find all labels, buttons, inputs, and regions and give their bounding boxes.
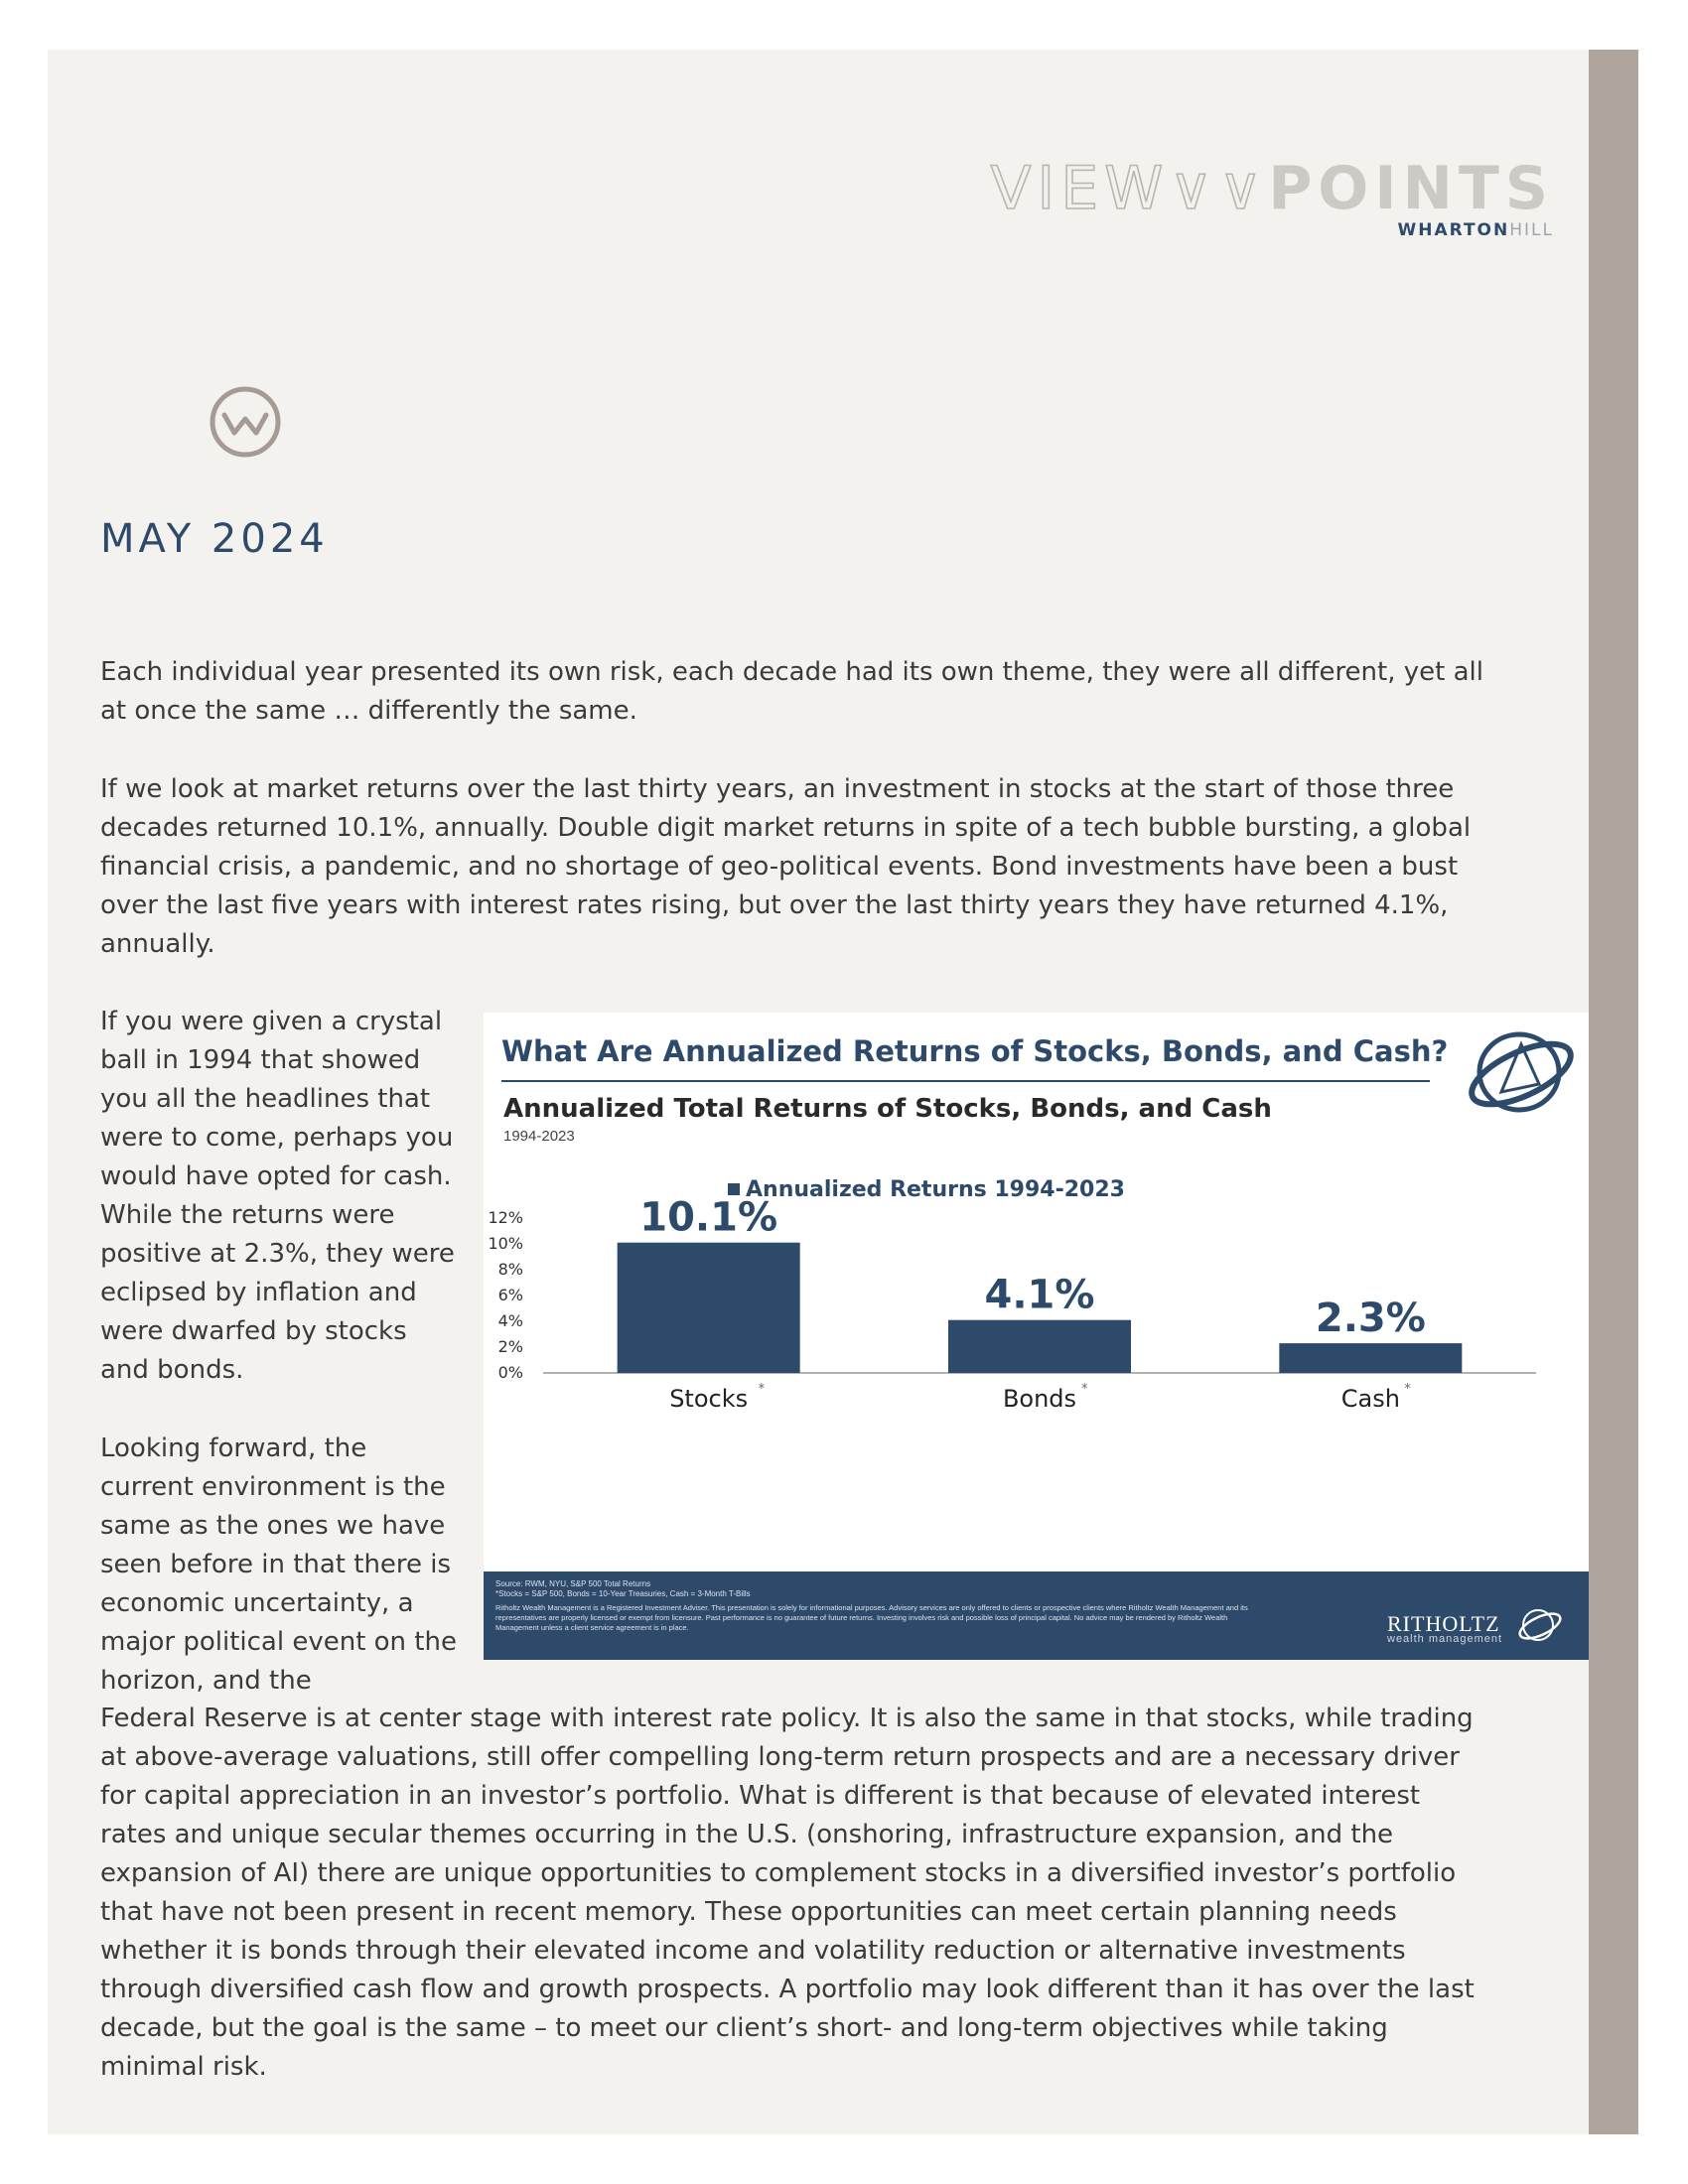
masthead-sub-light: HILL	[1509, 220, 1554, 240]
legend-swatch	[728, 1183, 740, 1195]
masthead-view: VIEW	[990, 154, 1170, 223]
chart-footer	[484, 1571, 1589, 1660]
masthead-title	[990, 154, 1555, 223]
category-label: Bonds	[1002, 1385, 1077, 1413]
masthead	[933, 154, 1554, 240]
y-tick-label: 4%	[497, 1311, 523, 1330]
brand-globe-icon	[1516, 1605, 1564, 1645]
masthead-subtitle	[1398, 220, 1555, 240]
y-tick-label: 12%	[488, 1208, 523, 1227]
wharton-hill-logo-icon	[209, 385, 282, 459]
paragraph-crystal-ball: If you were given a crystal ball in 1994 that showed you all the headlines that were to come, perhaps you would have opted for cash. While the returns were positive at 2.3%, they were eclipsed by inflation and were dwarfed by stocks and bonds.	[100, 1007, 455, 1385]
chart-subtitle: 1994-2023	[503, 1128, 575, 1145]
y-tick-label: 8%	[497, 1260, 523, 1279]
masthead-points: POINTS	[1268, 154, 1554, 223]
y-tick-label: 10%	[488, 1234, 523, 1253]
chart-figure	[484, 1013, 1589, 1660]
legend-label: Annualized Returns 1994-2023	[746, 1177, 1125, 1202]
chart-headline: What Are Annualized Returns of Stocks, Bonds, and Cash?	[501, 1034, 1449, 1068]
footer-source-line: Source: RWM, NYU, S&P 500 Total Returns	[495, 1579, 651, 1588]
paragraph-returns: If we look at market returns over the last thirty years, an investment in stocks at the start of those three decades returned 10.1%, annually. Double digit market returns in spite of a tech bubble bursting, a global financial crisis, a pandemic, and no shortage of geo-political events. Bond investments have been a bust over the last five years with interest rates rising, but over the last thirty years they have returned 4.1%, annually.	[100, 774, 1472, 959]
bar-bonds	[948, 1320, 1131, 1373]
bar-stocks	[618, 1243, 800, 1373]
bar-cash	[1279, 1343, 1462, 1373]
category-label: Stocks	[669, 1385, 749, 1413]
data-label: 4.1%	[984, 1272, 1095, 1318]
side-accent-bar	[1589, 50, 1638, 2134]
masthead-w: ∨∨	[1169, 154, 1269, 223]
paragraph-conclusion: Federal Reserve is at center stage with interest rate policy. It is also the same in that stocks, while trading at above-average valuations, still offer compelling long-term return prospects and are a necessary driver for capital appreciation in an investor’s portfolio. What is different is that because of elevated interest rates and unique secular themes occurring in the U.S. (onshoring, infrastructure expansion, and the expansion of AI) there are unique opportunities to complement stocks in a diversified investor’s portfolio that have not been present in recent memory. These opportunities can meet certain planning needs whether it is bonds through their elevated income and volatility reduction or alternative investments through diversified cash flow and growth prospects. A portfolio may look different than it has over the last decade, but the goal is the same – to meet our client’s short- and long-term objectives while taking minimal risk.	[100, 1704, 1475, 2082]
footer-disclaimer: Ritholtz Wealth Management is a Registered Investment Adviser. This presentation is solely for informational purposes. Advisory services are only offered to clients or prospective clients where Ritholtz Wealth Management and its representatives are properly licensed or exempt from licensure. Past performance is no guarantee of future returns. Investing involves risk and possible loss of principal capital. No advice may be rendered by Ritholtz Wealth Management unless a client service agreement is in place.	[495, 1603, 1248, 1632]
data-label: 2.3%	[1315, 1296, 1426, 1342]
paragraph-looking-forward: Looking forward, the current environment is the same as the ones we have seen before in that there is economic uncertainty, a major political event on the horizon, and the	[100, 1433, 457, 1696]
chart-title: Annualized Total Returns of Stocks, Bonds, and Cash	[503, 1094, 1272, 1124]
y-tick-label: 2%	[497, 1337, 523, 1356]
y-tick-label: 0%	[497, 1363, 523, 1382]
brand-name: RITHOLTZ	[1387, 1611, 1500, 1636]
y-tick-label: 6%	[497, 1286, 523, 1304]
category-footnote-mark: *	[1404, 1382, 1411, 1397]
footer-note-line: *Stocks = S&P 500, Bonds = 10-Year Treasuries, Cash = 3-Month T-Bills	[495, 1589, 751, 1598]
footer-source	[495, 1579, 751, 1599]
category-footnote-mark: *	[1081, 1382, 1088, 1397]
category-label: Cash	[1340, 1385, 1400, 1413]
bar-chart	[484, 1013, 1589, 1569]
masthead-sub-dark: WHARTON	[1397, 220, 1510, 240]
category-footnote-mark: *	[758, 1382, 766, 1397]
data-label: 10.1%	[639, 1194, 778, 1241]
issue-date: MAY 2024	[100, 516, 329, 562]
brand-tagline: wealth management	[1387, 1633, 1503, 1645]
paragraph-intro: Each individual year presented its own risk, each decade had its own theme, they were all different, yet all at once the same … differently the same.	[100, 657, 1483, 726]
